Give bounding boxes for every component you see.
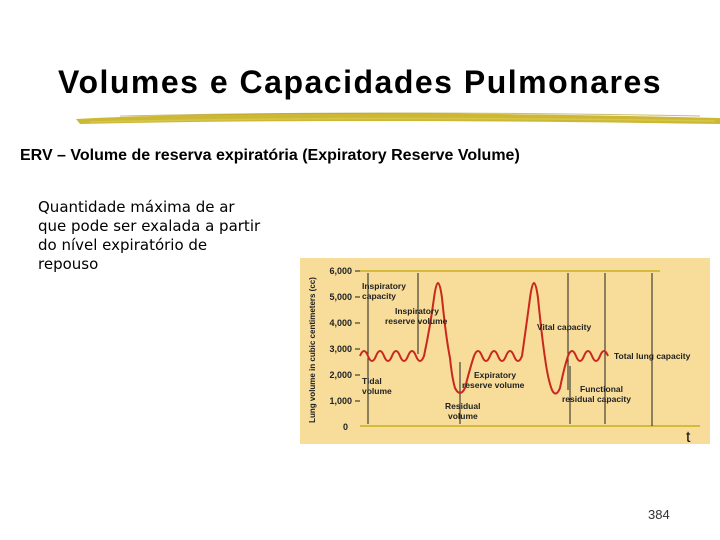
label-inspiratory-capacity: capacity bbox=[362, 291, 397, 301]
slide-subtitle: ERV – Volume de reserva expiratória (Expiratory Reserve Volume) bbox=[20, 147, 520, 164]
title-underline bbox=[0, 0, 720, 140]
label-tidal-volume: Tidal bbox=[362, 376, 382, 386]
y-tick-label: 0 bbox=[342, 422, 348, 432]
label-tidal-volume: volume bbox=[362, 386, 392, 396]
label-inspiratory-reserve: reserve volume bbox=[385, 316, 448, 326]
y-tick-label: 6,000 bbox=[329, 266, 352, 276]
label-total-lung-capacity: Total lung capacity bbox=[614, 351, 691, 361]
x-axis-label: t bbox=[686, 429, 691, 444]
label-residual-volume: volume bbox=[448, 411, 478, 421]
y-axis-label: Lung volume in cubic centimeters (cc) bbox=[308, 277, 317, 423]
label-functional-residual: Functional bbox=[580, 384, 623, 394]
description bbox=[38, 198, 288, 274]
label-expiratory-reserve: Expiratory bbox=[474, 370, 517, 380]
slide-title: Volumes e Capacidades Pulmonares bbox=[57, 64, 663, 100]
description-line: do nível expiratório de bbox=[38, 236, 208, 254]
label-expiratory-reserve: reserve volume bbox=[462, 380, 525, 390]
label-inspiratory-capacity: Inspiratory bbox=[362, 281, 406, 291]
y-tick-label: 1,000 bbox=[329, 396, 352, 406]
lung-volume-diagram bbox=[300, 258, 710, 444]
y-tick-label: 3,000 bbox=[329, 344, 352, 354]
label-functional-residual: residual capacity bbox=[562, 394, 631, 404]
description-line: repouso bbox=[38, 255, 99, 273]
y-tick-label: 5,000 bbox=[329, 292, 352, 302]
label-inspiratory-reserve: Inspiratory bbox=[395, 306, 439, 316]
description-line: que pode ser exalada a partir bbox=[38, 217, 261, 235]
y-tick-label: 4,000 bbox=[329, 318, 352, 328]
y-tick-label: 2,000 bbox=[329, 370, 352, 380]
label-residual-volume: Residual bbox=[445, 401, 481, 411]
page-number: 384 bbox=[648, 507, 670, 522]
description-line: Quantidade máxima de ar bbox=[38, 198, 235, 216]
label-vital-capacity: Vital capacity bbox=[537, 322, 592, 332]
